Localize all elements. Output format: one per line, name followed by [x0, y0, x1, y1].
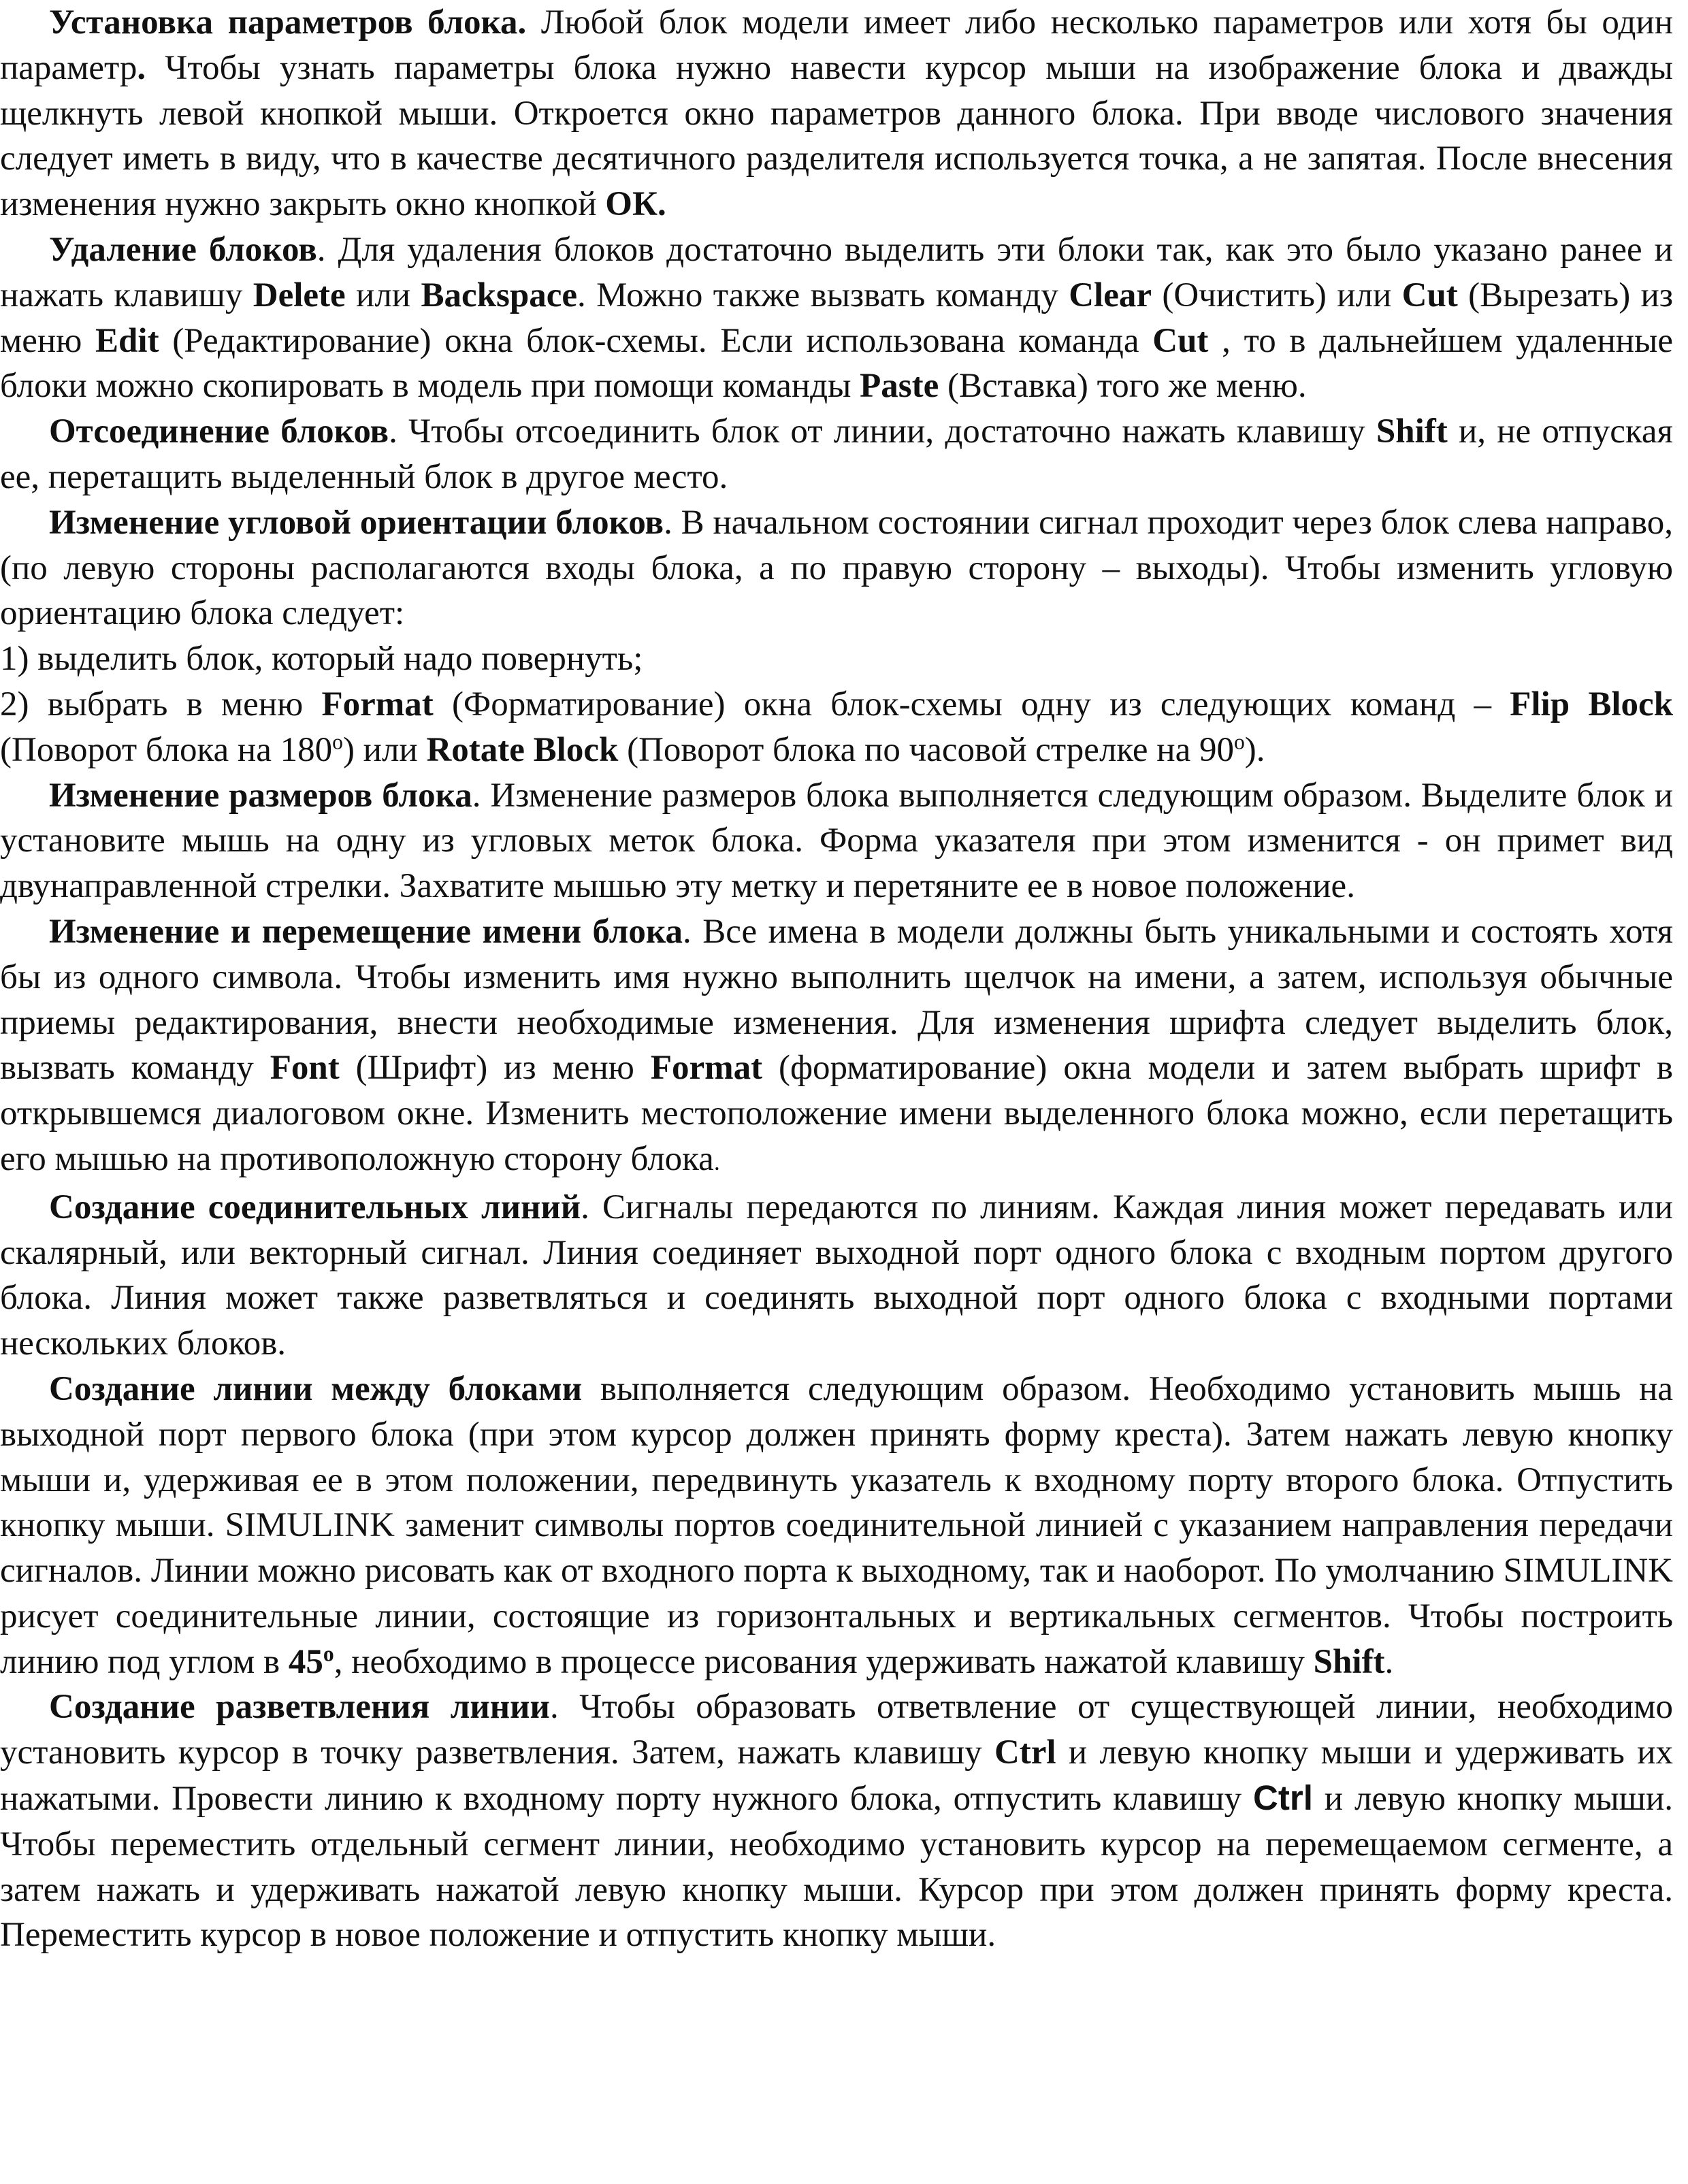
- bold-term: Удаление блоков: [49, 230, 317, 269]
- bold-term: .: [137, 48, 146, 87]
- bold-term: o: [323, 1642, 334, 1666]
- paragraph-detach-blocks: [0, 409, 1673, 500]
- text-run: . Для удаления блоков достаточно выделить эти блоки так, как это было указано ранее и нажать клавишу: [0, 230, 1673, 314]
- bold-term: Delete: [253, 276, 346, 314]
- bold-term: Установка параметров блока.: [49, 3, 527, 42]
- text-run: , необходимо в процессе рисования удерживать нажатой клавишу: [334, 1642, 1314, 1681]
- text-run: 2) выбрать в меню: [0, 685, 322, 723]
- bold-term: Paste: [860, 367, 939, 406]
- text-run: Любой блок модели имеет либо несколько параметров или хотя бы один параметр: [0, 3, 1673, 87]
- bold-term: Shift: [1313, 1642, 1385, 1681]
- text-run: выполняется следующим образом. Необходимо установить мышь на выходной порт первого блока (при этом курсор должен принять форму креста). Затем нажать левую кнопку мыши и, удерживая ее в этом положении, передвинуть указатель к входному порту второго блока. Отпустить кнопку мыши. SIMULINK заменит символы портов соединительной линией с указанием направления передачи сигналов. Линии можно рисовать как от входного порта к выходному, так и наоборот. По умолчанию SIMULINK рисует соединительные линии, состоящие из горизонтальных и вертикальных сегментов. Чтобы построить линию под углом в: [0, 1369, 1673, 1681]
- text-run: . Чтобы отсоединить блок от линии, достаточно нажать клавишу: [389, 412, 1376, 451]
- bold-term: Format: [650, 1049, 763, 1088]
- paragraph-rotate-blocks: [0, 500, 1673, 636]
- bold-term: Ctrl: [1253, 1778, 1313, 1818]
- text-run: , то в дальнейшем удаленные блоки можно скопировать в модель при помощи команды: [0, 321, 1673, 406]
- bold-term: Создание разветвления линии: [49, 1688, 550, 1727]
- bold-term: Изменение и перемещение имени блока: [49, 912, 683, 951]
- text-run: (Вставка) того же меню.: [939, 367, 1307, 406]
- bold-term: Cut: [1401, 276, 1458, 314]
- bold-term: Format: [321, 685, 434, 723]
- bold-term: ОК.: [605, 185, 666, 224]
- text-run: 1) выделить блок, который надо повернуть;: [0, 640, 643, 679]
- bold-term: Font: [270, 1049, 340, 1088]
- paragraph-line-between-blocks: [0, 1367, 1673, 1685]
- paragraph-create-lines: [0, 1185, 1673, 1367]
- paragraph-rotate-step-2: [0, 682, 1673, 773]
- bold-term: 45: [288, 1642, 323, 1681]
- text-run: (Форматирование) окна блок-схемы одну из следующих команд –: [433, 685, 1510, 723]
- text-run: . Изменение размеров блока выполняется следующим образом. Выделите блок и установите мышь на одну из угловых меток блока. Форма указателя при этом изменится - он примет вид двунаправленной стрелки. Захватите мышью эту метку и перетяните ее в новое положение.: [0, 776, 1673, 906]
- text-run: ).: [1244, 730, 1265, 769]
- text-run: и левую кнопку мыши. Чтобы переместить отдельный сегмент линии, необходимо установить курсор на перемещаемом сегменте, а затем нажать и удерживать нажатой левую кнопку мыши. Курсор при этом должен принять форму креста. Переместить курсор в новое положение и отпустить кнопку мыши.: [0, 1780, 1673, 1955]
- text-run: (Поворот блока на 180: [0, 730, 333, 769]
- bold-term: Создание линии между блоками: [49, 1369, 583, 1408]
- degree-superscript: o: [1233, 730, 1245, 754]
- degree-superscript: o: [332, 730, 343, 754]
- text-run: или: [345, 276, 421, 314]
- text-run: . Сигналы передаются по линиям. Каждая линия может передавать или скалярный, или векторный сигнал. Линия соединяет выходной порт одного блока с входным портом другого блока. Линия может также разветвляться и соединять выходной порт одного блока с входными портами нескольких блоков.: [0, 1188, 1673, 1363]
- bold-term: Clear: [1069, 276, 1152, 314]
- paragraph-rename-blocks: [0, 909, 1673, 1185]
- paragraph-delete-blocks: [0, 227, 1673, 409]
- text-run: и, не отпуская ее, перетащить выделенный блок в другое место.: [0, 412, 1673, 496]
- bold-term: Изменение размеров блока: [49, 776, 472, 815]
- text-run: ) или: [342, 730, 427, 769]
- text-run: . В начальном состоянии сигнал проходит через блок слева направо, (по левую стороны располагаются входы блока, а по правую сторону – выходы). Чтобы изменить угловую ориентацию блока следует:: [0, 503, 1673, 633]
- bold-term: Shift: [1376, 412, 1448, 451]
- bold-term: Отсоединение блоков: [49, 412, 389, 451]
- paragraph-resize-blocks: [0, 773, 1673, 909]
- bold-term: Ctrl: [994, 1733, 1056, 1772]
- bold-term: Cut: [1152, 321, 1209, 360]
- text-run: (Шрифт) из меню: [339, 1049, 651, 1088]
- text-run: .: [1384, 1642, 1394, 1681]
- text-run: (Очистить) или: [1151, 276, 1402, 314]
- text-run: (форматирование) окна модели и затем выбрать шрифт в открывшемся диалоговом окне. Изменить местоположение имени выделенного блока можно, если перетащить его мышью на противоположную сторону блока: [0, 1049, 1673, 1178]
- paragraph-rotate-step-1: [0, 636, 1673, 682]
- text-run: Чтобы узнать параметры блока нужно навести курсор мыши на изображение блока и дважды щелкнуть левой кнопкой мыши. Откроется окно параметров данного блока. При вводе числового значения следует иметь в виду, что в качестве десятичного разделителя используется точка, а не запятая. После внесения изменения нужно закрыть окно кнопкой: [0, 48, 1673, 224]
- text-run: . Можно также вызвать команду: [577, 276, 1069, 314]
- bold-term: Backspace: [421, 276, 577, 314]
- text-run: (Редактирование) окна блок-схемы. Если использована команда: [159, 321, 1153, 360]
- bold-term: Создание соединительных линий: [49, 1188, 581, 1226]
- bold-term: Edit: [95, 321, 159, 360]
- text-run: . Все имена в модели должны быть уникальными и состоять хотя бы из одного символа. Чтобы изменить имя нужно выполнить щелчок на имени, а затем, используя обычные приемы редактирования, внести необходимые изменения. Для изменения шрифта следует выделить блок, вызвать команду: [0, 912, 1673, 1088]
- bold-term: Изменение угловой ориентации блоков: [49, 503, 664, 542]
- text-run: (Вырезать) из меню: [0, 276, 1673, 360]
- paragraph-line-branch: [0, 1684, 1673, 1958]
- bold-term: Flip Block: [1510, 685, 1674, 723]
- text-run: .: [713, 1147, 720, 1175]
- text-run: . Чтобы образовать ответвление от существующей линии, необходимо установить курсор в точку разветвления. Затем, нажать клавишу: [0, 1688, 1673, 1772]
- bold-term: Rotate Block: [426, 730, 619, 769]
- text-run: и левую кнопку мыши и удерживать их нажатыми. Провести линию к входному порту нужного блока, отпустить клавишу: [0, 1733, 1673, 1819]
- paragraph-block-params: [0, 0, 1673, 227]
- text-run: (Поворот блока по часовой стрелке на 90: [618, 730, 1234, 769]
